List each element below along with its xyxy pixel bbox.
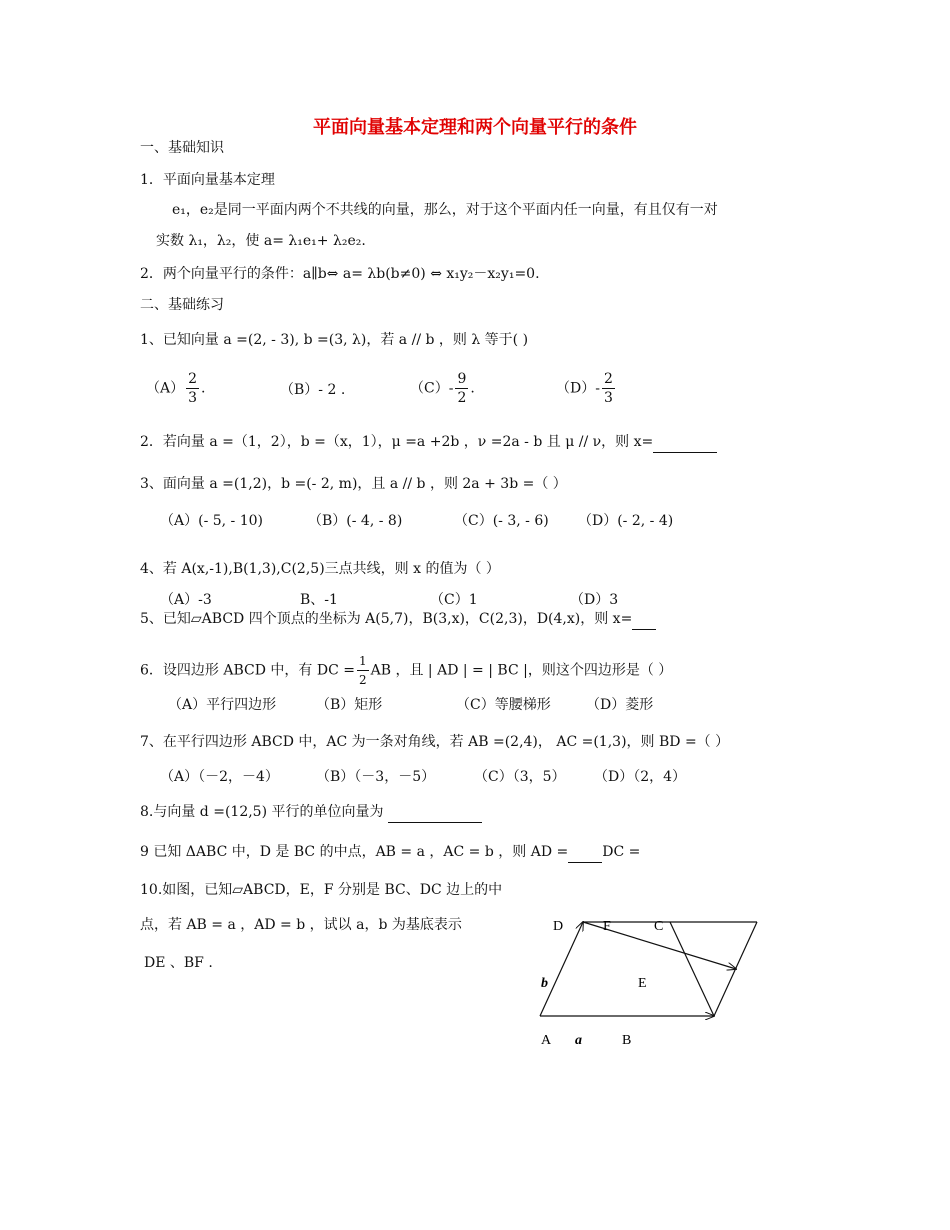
label-a: A	[541, 1033, 552, 1048]
question-7-option-d: （D）（2，4）	[594, 769, 687, 785]
label-a-vector: a	[575, 1033, 582, 1048]
question-7-option-b: （B）（－3，－5）	[316, 769, 436, 785]
label-e: E	[638, 976, 647, 991]
question-10-line1: 10.如图，已知▱ABCD，E，F 分别是 BC、DC 边上的中	[140, 882, 503, 898]
question-4-option-d: （D）3	[570, 592, 619, 608]
question-10-line2: 点，若 AB = a ，AD = b ，试以 a，b 为基底表示	[140, 917, 462, 933]
question-9-text: 9 已知 ΔABC 中，D 是 BC 的中点，AB = a ，AC = b ，则 AD =	[140, 844, 569, 860]
question-1-option-b: （B）- 2 .	[280, 382, 346, 398]
question-3-option-c: （C）(- 3, - 6)	[454, 513, 549, 529]
parallel-condition: 2．两个向量平行的条件：a∥b⇔ a= λb(b≠0) ⇔ x₁y₂－x₂y₁=0.	[140, 266, 540, 282]
question-4-stem: 4、若 A(x,-1),B(1,3),C(2,5)三点共线，则 x 的值为（ ）	[140, 561, 500, 577]
label-b: B	[622, 1033, 632, 1048]
vector-ad-edge	[540, 922, 583, 1016]
question-4-option-a: （A）-3	[160, 592, 212, 608]
fraction-a-num: 2	[188, 371, 198, 387]
question-6-option-d: （D）菱形	[586, 697, 654, 713]
fraction-c-den: 2	[457, 390, 467, 406]
page-title: 平面向量基本定理和两个向量平行的条件	[313, 117, 637, 138]
fraction-c-num: 9	[457, 371, 467, 387]
question-3-option-a: （A）(- 5, - 10)	[160, 513, 264, 529]
theorem-heading: 1．平面向量基本定理	[140, 172, 275, 188]
option-d-prefix: （D）-	[556, 380, 600, 397]
question-1-stem: 1、已知向量 a =(2, - 3), b =(3, λ)，若 a // b ，则 λ 等于( )	[140, 332, 529, 348]
option-c-suffix: .	[470, 380, 475, 397]
segment-bf	[670, 922, 714, 1016]
theorem-text-line2: 实数 λ₁，λ₂，使 a= λ₁e₁+ λ₂e₂.	[156, 233, 366, 249]
fraction-half-den: 2	[358, 673, 367, 687]
question-8-text: 8.与向量 d =(12,5) 平行的单位向量为	[140, 804, 384, 820]
question-7-option-a: （A）（－2，－4）	[160, 769, 279, 785]
option-c-prefix: （C）-	[410, 380, 454, 397]
question-3-stem: 3、面向量 a =(1,2)，b =(- 2, m)，且 a // b ，则 2a + 3b =（ ）	[140, 476, 567, 492]
question-5-text: 5、已知▱ABCD 四个顶点的坐标为 A(5,7)，B(3,x)，C(2,3)，D(4,x)，则 x=	[140, 611, 633, 627]
question-6-post: AB ，且 | AD | = | BC |，则这个四边形是（ ）	[370, 662, 673, 679]
label-c: C	[654, 919, 664, 934]
question-6-option-b: （B）矩形	[316, 697, 383, 713]
question-7-stem: 7、在平行四边形 ABCD 中，AC 为一条对角线，若 AB =(2,4)， AC =(1,3)，则 BD =（ ）	[140, 734, 730, 750]
fraction-a-den: 3	[188, 390, 198, 406]
label-d: D	[553, 919, 564, 934]
question-6-pre: 6．设四边形 ABCD 中，有 DC =	[140, 662, 355, 679]
fraction-half-num: 1	[357, 652, 369, 671]
option-a-suffix: .	[201, 380, 206, 397]
question-6-option-c: （C）等腰梯形	[456, 697, 551, 713]
question-3-option-d: （D）(- 2, - 4)	[578, 513, 674, 529]
question-4-option-b: B、-1	[300, 592, 338, 608]
question-7-option-c: （C）（3，5）	[474, 769, 566, 785]
option-a-prefix: （A）	[146, 380, 185, 397]
section-basic-knowledge-heading: 一、基础知识	[140, 140, 224, 156]
question-4-option-c: （C）1	[430, 592, 478, 608]
question-6-option-a: （A）平行四边形	[168, 697, 277, 713]
question-3-option-b: （B）(- 4, - 8)	[308, 513, 403, 529]
fraction-d-den: 3	[603, 390, 613, 406]
theorem-text-line1: e₁，e₂是同一平面内两个不共线的向量，那么，对于这个平面内任一向量，有且仅有一对	[172, 202, 718, 218]
label-f: F	[603, 919, 611, 934]
fraction-d-num: 2	[603, 371, 613, 387]
section-practice-heading: 二、基础练习	[140, 297, 224, 313]
question-10-line3: DE 、BF .	[144, 955, 213, 971]
question-9-tail: DC =	[602, 844, 641, 860]
question-2-text: 2．若向量 a =（1，2），b =（x，1），μ =a +2b ，ν =2a - b 且 μ // ν，则 x=	[140, 434, 654, 450]
label-b-vector: b	[541, 976, 548, 991]
